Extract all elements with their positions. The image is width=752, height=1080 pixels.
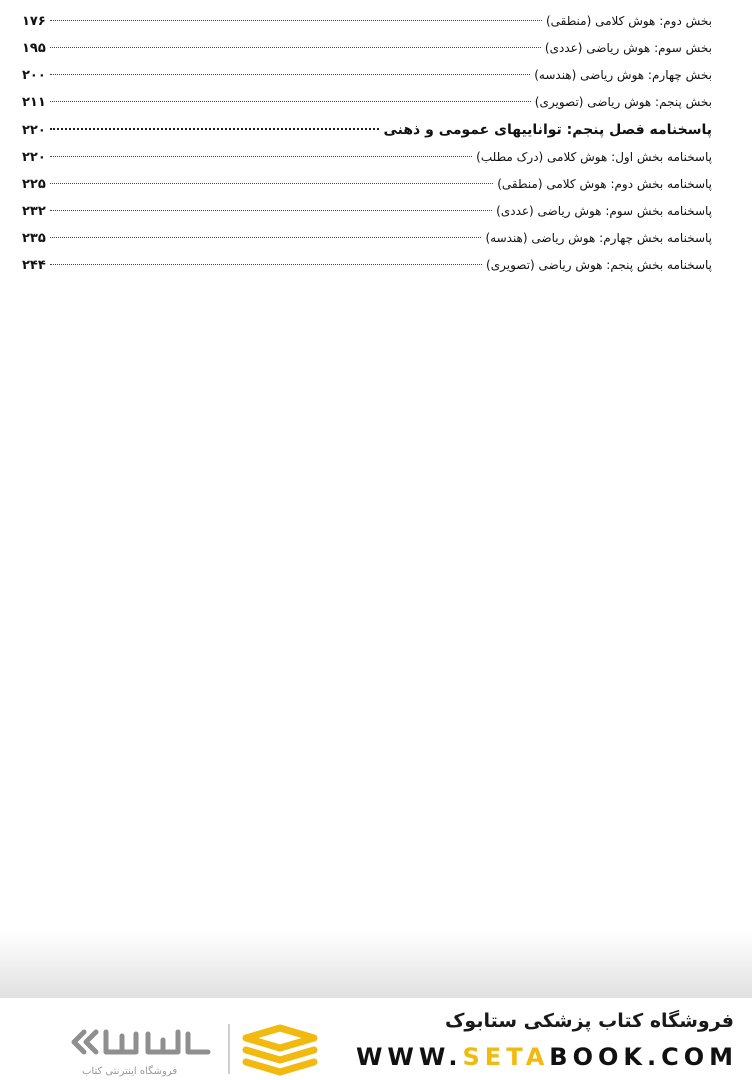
toc-entry-title: پاسخنامه بخش سوم: هوش ریاضی (عددی): [496, 204, 712, 218]
url-suffix: BOOK.COM: [549, 1043, 738, 1071]
toc-leader-dots: [50, 128, 380, 130]
toc-leader-dots: [50, 237, 482, 238]
toc-leader-dots: [50, 47, 541, 48]
toc-page-number: ۱۹۵: [22, 41, 46, 56]
toc-entry-title: بخش پنجم: هوش ریاضی (تصویری): [534, 95, 712, 109]
logo-divider: [228, 1024, 230, 1074]
store-name: فروشگاه کتاب پزشکی ستابوک: [444, 1010, 734, 1032]
toc-page-number: ۲۰۰: [22, 68, 46, 83]
toc-page-number: ۲۳۲: [22, 204, 46, 219]
book-stack-logo-icon: [240, 1022, 320, 1078]
toc-row: [22, 35, 712, 62]
toc-row-chapter: [22, 116, 712, 144]
toc-entry-title: پاسخنامه بخش چهارم: هوش ریاضی (هندسه): [485, 231, 712, 245]
store-website-link[interactable]: [356, 1043, 738, 1071]
toc-entry-title: پاسخنامه بخش دوم: هوش کلامی (منطقی): [497, 177, 712, 191]
toc-page-number: ۲۳۵: [22, 231, 46, 246]
toc-page-number: ۲۲۵: [22, 177, 46, 192]
footer-shadow: [0, 930, 752, 998]
toc-entry-title: بخش چهارم: هوش ریاضی (هندسه): [534, 68, 712, 82]
toc-leader-dots: [50, 264, 482, 265]
toc-row: [22, 171, 712, 198]
toc-row: [22, 8, 712, 35]
toc-page-number: ۲۴۴: [22, 258, 46, 273]
toc-row: [22, 198, 712, 225]
toc-entry-title: بخش سوم: هوش ریاضی (عددی): [544, 41, 712, 55]
toc-entry-title: بخش دوم: هوش کلامی (منطقی): [545, 14, 712, 28]
toc-row: [22, 89, 712, 116]
toc-row: [22, 144, 712, 171]
toc-leader-dots: [50, 101, 531, 102]
toc-page-number: ۲۲۰: [22, 150, 46, 165]
toc-row: [22, 62, 712, 89]
toc-entry-title: پاسخنامه فصل پنجم: تواناییهای عمومی و ذهنی: [383, 122, 712, 138]
toc-leader-dots: [50, 210, 492, 211]
setabook-wordmark-icon: [66, 1022, 216, 1062]
toc-leader-dots: [50, 74, 530, 75]
publisher-footer: [0, 998, 752, 1080]
setabook-logo[interactable]: [30, 1008, 300, 1077]
toc-entry-title: پاسخنامه بخش پنجم: هوش ریاضی (تصویری): [486, 258, 712, 272]
toc-leader-dots: [50, 183, 493, 184]
logo-tagline: فروشگاه اینترنتی کتاب: [82, 1066, 178, 1077]
toc-page-number: ۲۱۱: [22, 95, 46, 110]
toc-row: [22, 252, 712, 279]
toc-leader-dots: [50, 156, 472, 157]
url-accent: SETA: [462, 1043, 550, 1071]
toc-row: [22, 225, 712, 252]
table-of-contents: [22, 8, 712, 279]
toc-page-number: ۲۲۰: [22, 123, 46, 138]
toc-page-number: ۱۷۶: [22, 14, 46, 29]
url-prefix: WWW.: [355, 1043, 463, 1071]
toc-leader-dots: [50, 20, 542, 21]
toc-entry-title: پاسخنامه بخش اول: هوش کلامی (درک مطلب): [476, 150, 712, 164]
